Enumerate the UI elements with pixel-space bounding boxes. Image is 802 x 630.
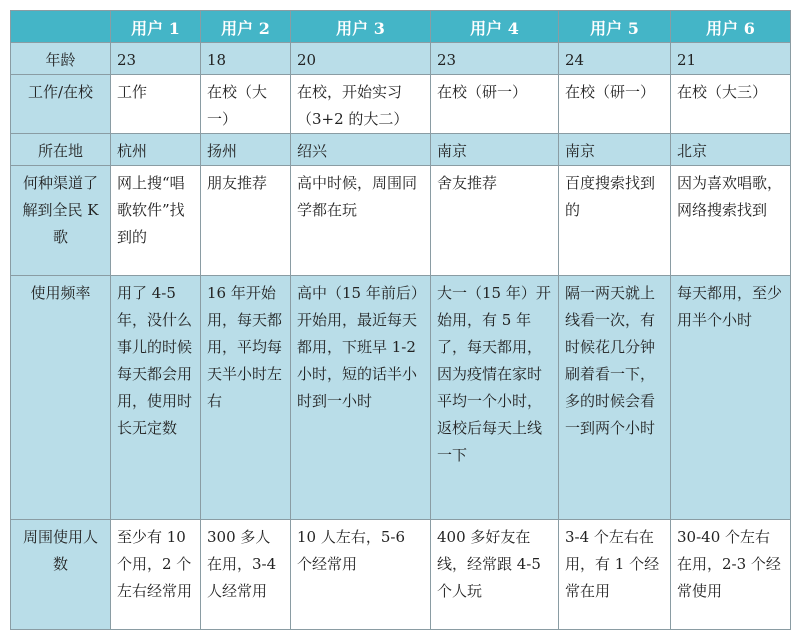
cell-location-user-5: 南京	[559, 134, 671, 166]
header-user-2: 用户 2	[201, 11, 291, 43]
row-label-location: 所在地	[11, 134, 111, 166]
table-row-peer-users	[11, 520, 791, 630]
user-survey-table	[10, 10, 791, 630]
cell-location-user-4: 南京	[431, 134, 559, 166]
cell-status-user-3: 在校，开始实习（3+2 的大二）	[291, 75, 431, 134]
cell-age-user-1: 23	[111, 43, 201, 75]
cell-status-user-1: 工作	[111, 75, 201, 134]
cell-status-user-6: 在校（大三）	[671, 75, 791, 134]
cell-location-user-2: 扬州	[201, 134, 291, 166]
header-user-4: 用户 4	[431, 11, 559, 43]
row-label-frequency: 使用频率	[11, 276, 111, 520]
cell-frequency-user-5: 隔一两天就上线看一次，有时候花几分钟刷着看一下，多的时候会看一到两个小时	[559, 276, 671, 520]
cell-frequency-user-1: 用了 4-5 年，没什么事儿的时候每天都会用用，使用时长无定数	[111, 276, 201, 520]
cell-channel-user-3: 高中时候，周围同学都在玩	[291, 166, 431, 276]
cell-age-user-2: 18	[201, 43, 291, 75]
cell-age-user-6: 21	[671, 43, 791, 75]
table-row-channel	[11, 166, 791, 276]
cell-channel-user-5: 百度搜索找到的	[559, 166, 671, 276]
cell-frequency-user-3: 高中（15 年前后）开始用，最近每天都用，下班早 1-2 小时，短的话半小时到一小时	[291, 276, 431, 520]
cell-peer-users-user-5: 3-4 个左右在用，有 1 个经常在用	[559, 520, 671, 630]
cell-channel-user-6: 因为喜欢唱歌，网络搜索找到	[671, 166, 791, 276]
row-label-peer-users: 周围使用人数	[11, 520, 111, 630]
row-label-status: 工作/在校	[11, 75, 111, 134]
row-label-channel: 何种渠道了解到全民 K 歌	[11, 166, 111, 276]
cell-location-user-3: 绍兴	[291, 134, 431, 166]
table-row-status	[11, 75, 791, 134]
header-user-3: 用户 3	[291, 11, 431, 43]
cell-status-user-4: 在校（研一）	[431, 75, 559, 134]
cell-frequency-user-6: 每天都用，至少用半个小时	[671, 276, 791, 520]
cell-frequency-user-4: 大一（15 年）开始用，有 5 年了，每天都用，因为疫情在家时平均一个小时，返校后每天上线一下	[431, 276, 559, 520]
cell-frequency-user-2: 16 年开始用，每天都用，平均每天半小时左右	[201, 276, 291, 520]
header-user-5: 用户 5	[559, 11, 671, 43]
cell-channel-user-2: 朋友推荐	[201, 166, 291, 276]
cell-channel-user-4: 舍友推荐	[431, 166, 559, 276]
header-user-1: 用户 1	[111, 11, 201, 43]
cell-status-user-2: 在校（大一）	[201, 75, 291, 134]
cell-peer-users-user-6: 30-40 个左右在用，2-3 个经常使用	[671, 520, 791, 630]
cell-location-user-6: 北京	[671, 134, 791, 166]
table-row-age	[11, 43, 791, 75]
table-row-location	[11, 134, 791, 166]
cell-channel-user-1: 网上搜“唱歌软件”找到的	[111, 166, 201, 276]
header-corner	[11, 11, 111, 43]
cell-age-user-5: 24	[559, 43, 671, 75]
cell-peer-users-user-4: 400 多好友在线，经常跟 4-5 个人玩	[431, 520, 559, 630]
table-row-frequency	[11, 276, 791, 520]
header-user-6: 用户 6	[671, 11, 791, 43]
header-row	[11, 11, 791, 43]
cell-location-user-1: 杭州	[111, 134, 201, 166]
cell-age-user-4: 23	[431, 43, 559, 75]
cell-peer-users-user-1: 至少有 10 个用，2 个左右经常用	[111, 520, 201, 630]
cell-age-user-3: 20	[291, 43, 431, 75]
cell-peer-users-user-3: 10 人左右，5-6 个经常用	[291, 520, 431, 630]
cell-status-user-5: 在校（研一）	[559, 75, 671, 134]
cell-peer-users-user-2: 300 多人在用，3-4 人经常用	[201, 520, 291, 630]
row-label-age: 年龄	[11, 43, 111, 75]
